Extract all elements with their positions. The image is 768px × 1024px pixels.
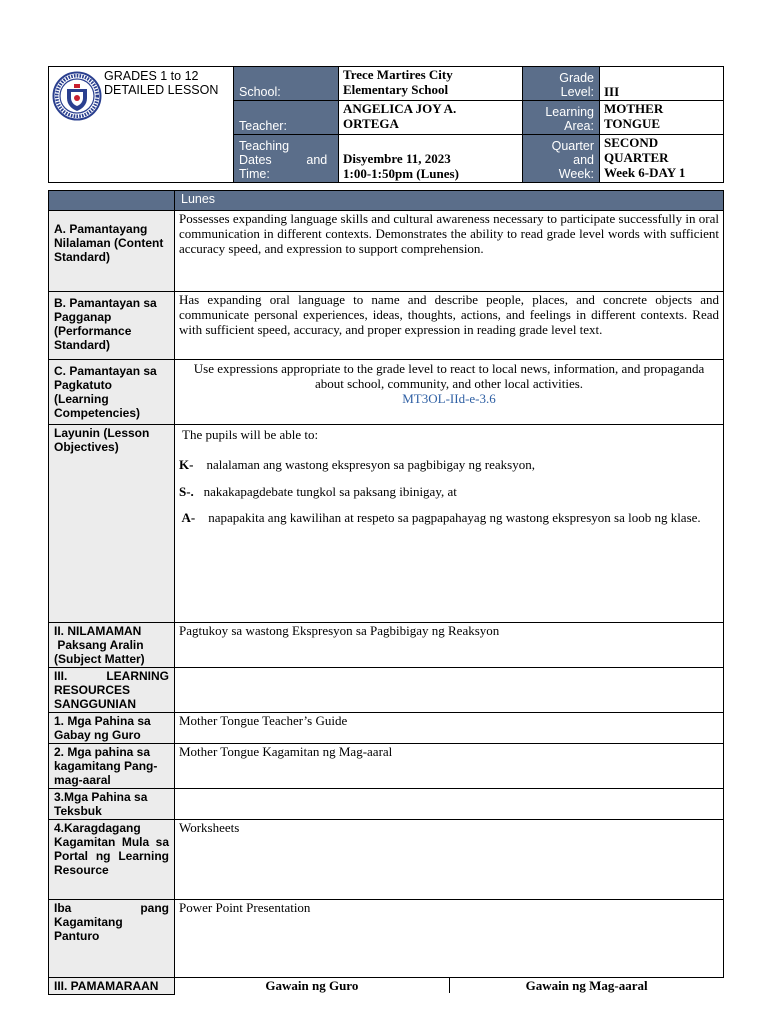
content-standard-label: A. Pamantayang Nilalaman (Content Standard) [49,211,175,292]
objective-a-text: napapakita ang kawilihan at respeto sa pagpapahayag ng wastong ekspresyon sa loob ng klase. [195,510,701,525]
objective-k-text: nalalaman ang wastong ekspresyon sa pagbibigay ng reaksyon, [193,457,535,472]
portal-resource-label: 4.Karagdagang Kagamitan Mula sa Portal ng Learning Resource [49,820,175,900]
teacher-value: ANGELICA JOY A. ORTEGA [339,101,523,135]
objective-k-key: K- [179,457,194,472]
objective-s-key: S-. [179,484,194,499]
grade-level-label: Grade Level: [523,67,600,101]
quarter-week-label: Quarter and Week: [523,135,600,183]
performance-standard-label: B. Pamantayan sa Pagganap (Performance Standard) [49,292,175,360]
learning-competencies-text: Use expressions appropriate to the grade level to react to local news, information, and propaganda about school, community, and other local activities. [193,361,705,391]
teaching-dates-value: Disyembre 11, 2023 1:00-1:50pm (Lunes) [339,135,523,183]
teacher-activity-header: Gawain ng Guro [175,978,449,993]
quarter-week-value: SECOND QUARTER Week 6-DAY 1 [600,135,724,183]
teacher-guide-text: Mother Tongue Teacher’s Guide [175,713,724,744]
teaching-dates-label: Teaching Dates and Time: [234,135,339,183]
other-materials-label: Iba pang Kagamitang Panturo [49,900,175,978]
objective-s-text: nakakapagdebate tungkol sa paksang ibinigay, at [193,484,457,499]
learning-resources-text [175,668,724,713]
procedure-label: III. PAMAMARAAN [49,978,175,995]
learning-area-value: MOTHER TONGUE [600,101,724,135]
procedure-columns [175,978,724,995]
objectives-cell [175,425,724,623]
day-header: Lunes [175,191,724,211]
portal-resource-text: Worksheets [175,820,724,900]
school-label: School: [234,67,339,101]
lesson-plan-table [48,190,724,995]
blank-header-cell [49,191,175,211]
competency-code: MT3OL-IId-e-3.6 [402,391,496,406]
learning-resources-label: III. LEARNING RESOURCES SANGGUNIAN [49,668,175,713]
detailed-lesson-title: DETAILED LESSON [104,83,219,97]
learner-material-label: 2. Mga pahina sa kagamitang Pang-mag-aaral [49,744,175,789]
textbook-text [175,789,724,820]
deped-seal-icon [52,71,102,121]
subject-matter-text: Pagtukoy sa wastong Ekspresyon sa Pagbibigay ng Reaksyon [175,623,724,668]
lesson-header-table [48,66,724,183]
performance-standard-text: Has expanding oral language to name and describe people, places, and concrete objects and communicate personal experiences, ideas, thoughts, actions, and feelings in different contexts. Read with sufficient speed, accuracy, and proper expression in reading grade level text. [175,292,724,360]
student-activity-header: Gawain ng Mag-aaral [525,978,648,993]
grades-title: GRADES 1 to 12 [104,69,199,83]
teacher-label: Teacher: [234,101,339,135]
learning-competencies-cell [175,360,724,425]
learner-material-text: Mother Tongue Kagamitan ng Mag-aaral [175,744,724,789]
objective-a-key: A- [179,510,196,525]
subject-matter-label: II. NILAMAMAN Paksang Aralin (Subject Matter) [49,623,175,668]
teacher-guide-label: 1. Mga Pahina sa Gabay ng Guro [49,713,175,744]
grade-level-value: III [600,67,724,101]
objectives-intro: The pupils will be able to: [179,427,319,442]
learning-competencies-label: C. Pamantayan sa Pagkatuto (Learning Competencies) [49,360,175,425]
objectives-label: Layunin (Lesson Objectives) [49,425,175,623]
other-materials-text: Power Point Presentation [175,900,724,978]
content-standard-text: Possesses expanding language skills and cultural awareness necessary to participate successfully in oral communication in different contexts. Demonstrates the ability to read grade level words with sufficient accuracy speed, and expression to support comprehension. [175,211,724,292]
textbook-label: 3.Mga Pahina sa Teksbuk [49,789,175,820]
learning-area-label: Learning Area: [523,101,600,135]
school-value: Trece Martires City Elementary School [339,67,523,101]
header-logo-cell [49,67,234,183]
